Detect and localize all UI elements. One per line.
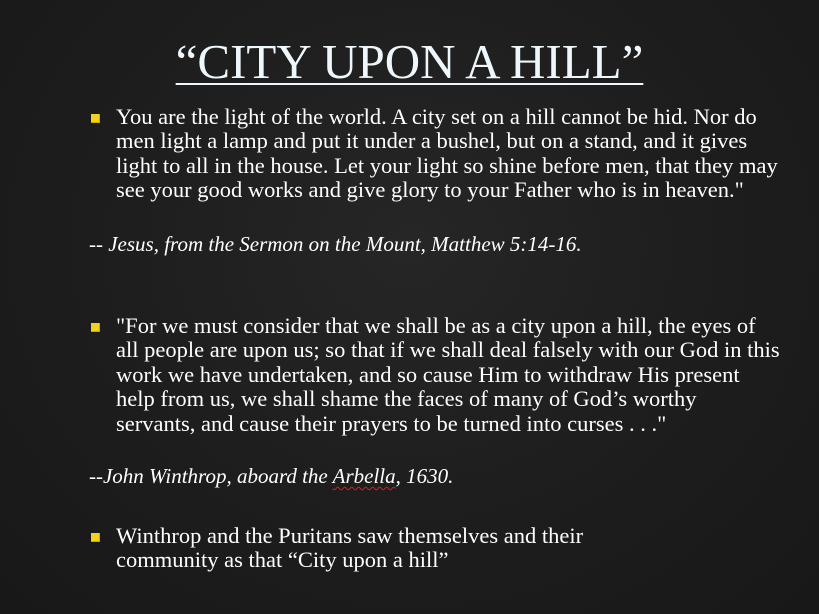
attribution-winthrop-prefix: --John Winthrop, aboard the [89, 464, 333, 488]
attribution-winthrop-suffix: , 1630. [395, 464, 454, 488]
slide-title: “CITY UPON A HILL” [175, 34, 644, 89]
ship-name-arbella: Arbella [332, 464, 396, 488]
bullet-square-icon [91, 533, 100, 542]
bullet-text-2: "For we must consider that we shall be as a city upon a hill, the eyes of all people are upon us; so that if we shall deal falsely with our God in this work we have undertaken, and so cause Him to withdraw His present help from us, we shall shame the faces of many of God’s worthy servants, and cause their prayers to be turned into curses . . ." [116, 313, 780, 436]
bullet-square-icon [91, 323, 100, 332]
bullet-text-3: Winthrop and the Puritans saw themselves and their community as that “City upon a hill” [116, 523, 584, 573]
bullet-square-icon [91, 114, 100, 123]
attribution-jesus: -- Jesus, from the Sermon on the Mount, Matthew 5:14-16. [89, 232, 582, 256]
bullet-text-1: You are the light of the world. A city set on a hill cannot be hid. Nor do men light a lamp and put it under a bushel, but on a stand, and it gives light to all in the house. Let your light so shine before men, that they may see your good works and give glory to your Father who is in heaven." [116, 104, 778, 203]
attribution-winthrop [89, 464, 453, 488]
